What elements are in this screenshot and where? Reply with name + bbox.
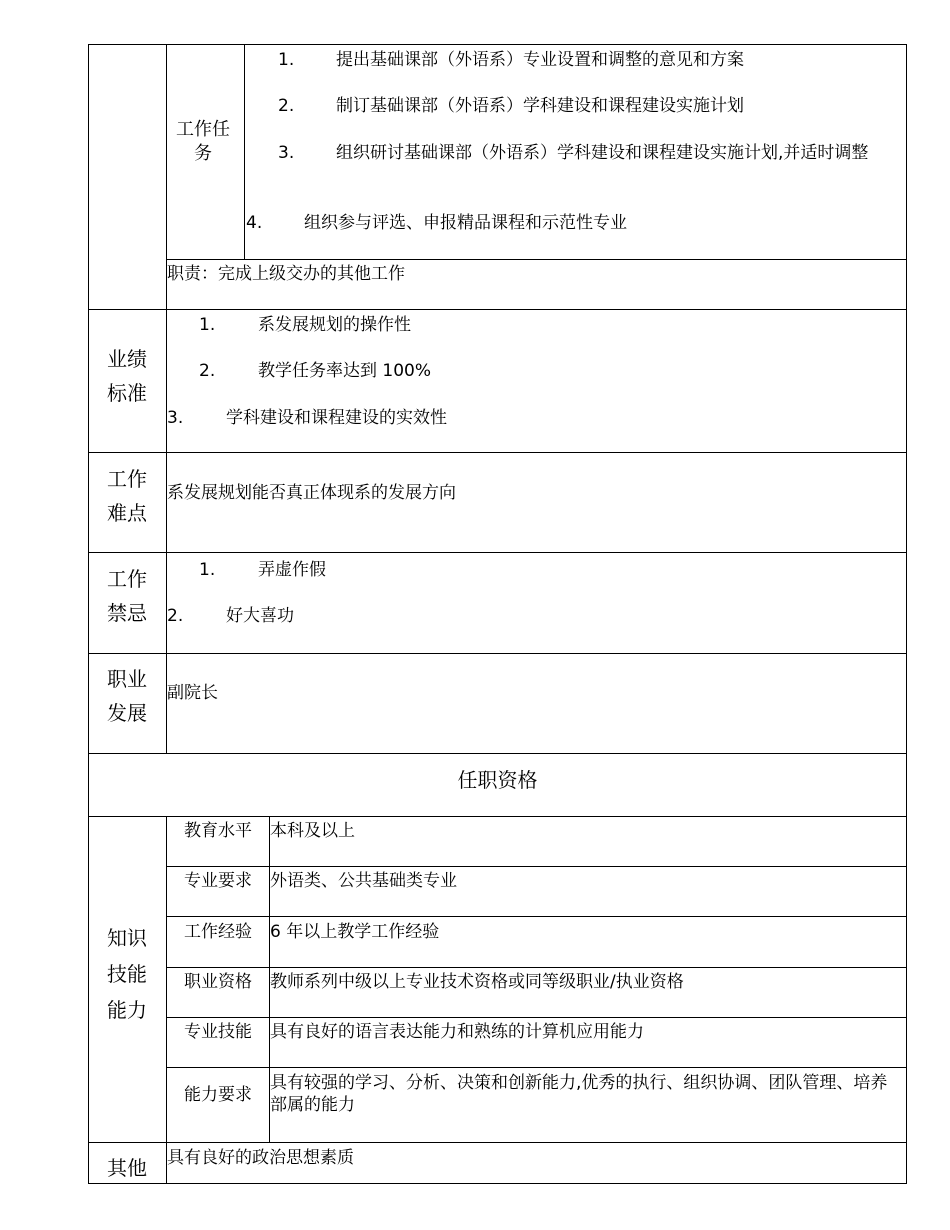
performance-text-2: 教学任务率达到 100% (258, 361, 432, 381)
performance-text-3: 学科建设和课程建设的实效性 (226, 408, 447, 428)
task-text-3: 组织研讨基础课部（外语系）学科建设和课程建设实施计划,并适时调整 (336, 143, 869, 163)
task-text-4: 组织参与评选、申报精品课程和示范性专业 (304, 213, 627, 233)
prohibitions-label: 工作禁忌 (107, 567, 147, 625)
qual-key-certification: 职业资格 (184, 972, 252, 992)
performance-label: 业绩标准 (107, 347, 147, 405)
prohibition-num-1: 1. (199, 560, 216, 580)
qual-key-skills: 专业技能 (184, 1022, 252, 1042)
task-text-2: 制订基础课部（外语系）学科建设和课程建设实施计划 (336, 96, 744, 116)
qual-value-experience: 6 年以上教学工作经验 (270, 922, 440, 942)
task-text-1: 提出基础课部（外语系）专业设置和调整的意见和方案 (336, 50, 744, 70)
task-num-1: 1. (278, 50, 295, 70)
task-num-2: 2. (278, 96, 295, 116)
qual-value-major: 外语类、公共基础类专业 (270, 871, 457, 891)
qual-key-ability: 能力要求 (184, 1085, 252, 1105)
performance-num-1: 1. (199, 315, 216, 335)
prohibition-text-2: 好大喜功 (226, 606, 294, 626)
qual-key-major: 专业要求 (184, 871, 252, 891)
other-text: 具有良好的政治思想素质 (167, 1148, 354, 1168)
performance-text-1: 系发展规划的操作性 (258, 315, 411, 335)
qual-key-education: 教育水平 (184, 821, 252, 841)
task-label: 工作任务 (176, 119, 230, 164)
difficulty-text: 系发展规划能否真正体现系的发展方向 (167, 483, 456, 503)
qual-key-experience: 工作经验 (184, 922, 252, 942)
career-label: 职业发展 (107, 667, 147, 725)
qualifications-header: 任职资格 (457, 768, 538, 792)
task-num-4: 4. (246, 213, 263, 233)
prohibition-num-2: 2. (167, 606, 184, 626)
career-text: 副院长 (167, 683, 218, 703)
performance-num-3: 3. (167, 408, 184, 428)
task-num-3: 3. (278, 143, 295, 163)
qual-value-certification: 教师系列中级以上专业技术资格或同等级职业/执业资格 (270, 972, 684, 992)
other-label: 其他 (107, 1156, 147, 1180)
qual-value-ability: 具有较强的学习、分析、决策和创新能力,优秀的执行、组织协调、团队管理、培养部属的能力 (270, 1073, 888, 1115)
qual-value-education: 本科及以上 (270, 821, 355, 841)
responsibility-text: 职责：完成上级交办的其他工作 (167, 264, 405, 284)
performance-num-2: 2. (199, 361, 216, 381)
prohibition-text-1: 弄虚作假 (258, 560, 326, 580)
qual-value-skills: 具有良好的语言表达能力和熟练的计算机应用能力 (270, 1022, 644, 1042)
qualifications-label: 知识技能能力 (107, 926, 147, 1022)
difficulty-label: 工作难点 (107, 467, 147, 525)
